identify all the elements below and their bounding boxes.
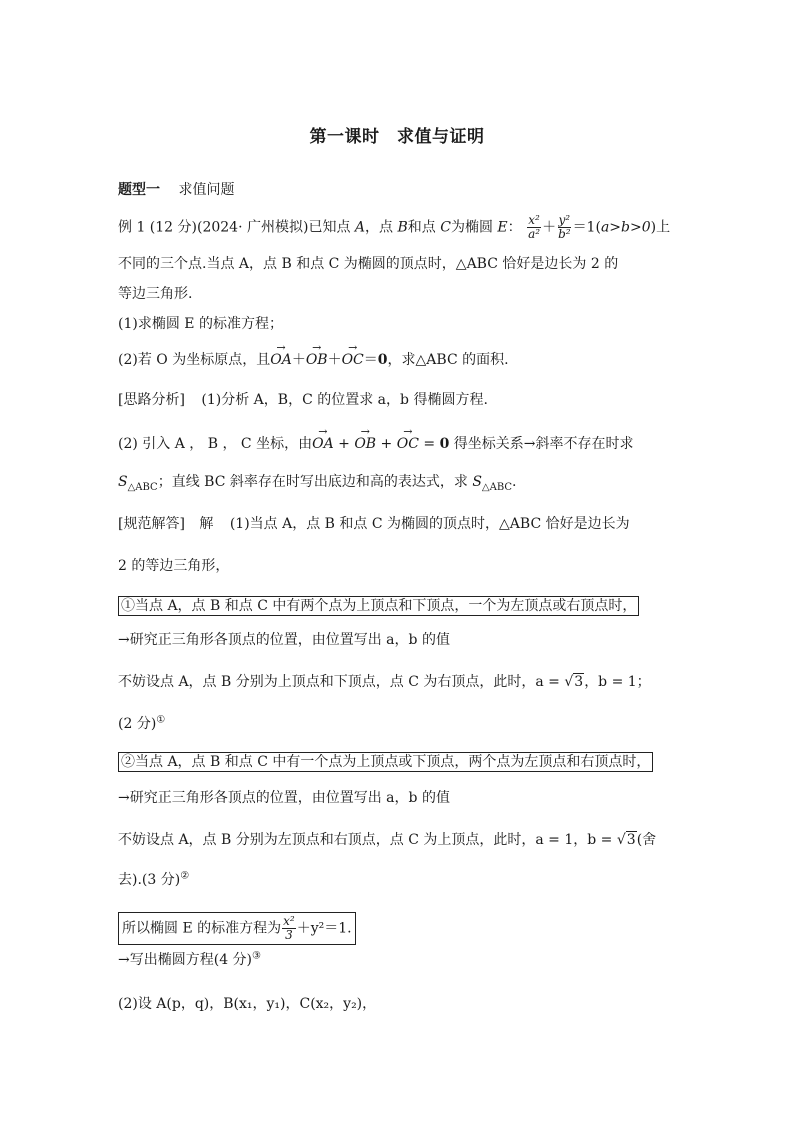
question-1: (1)求椭圆 E 的标准方程； [118, 316, 283, 332]
example-text: 为椭圆 [450, 219, 493, 236]
example-line-3: 等边三角形. [118, 286, 193, 302]
case-1-score [118, 714, 165, 734]
ellipse-e: E [497, 219, 508, 236]
sqrt-3: √3 [564, 674, 584, 690]
analysis-line-1 [118, 390, 488, 410]
equation-box [118, 912, 356, 945]
vector-oc: → OC [397, 434, 419, 454]
area-symbol: S [472, 474, 482, 490]
case-2-note: →研究正三角形各顶点的位置，由位置写出 a，b 的值 [118, 790, 450, 806]
case-1-box [118, 596, 639, 616]
equation-text: 所以椭圆 E 的标准方程为 [122, 920, 282, 937]
case-2-text: ②当点 A，点 B 和点 C 中有一个点为上顶点或下顶点，两个点为左顶点和右顶点时， [118, 752, 653, 772]
area-subscript: △ABC [127, 481, 158, 493]
section-heading [118, 180, 234, 200]
example-text: ： [507, 219, 522, 236]
section-label: 题型一 [118, 182, 160, 198]
case-2-line [118, 830, 656, 850]
q2-text: ，求△ABC 的面积. [387, 352, 509, 368]
analysis-tag: [思路分析] [118, 392, 185, 408]
equation-note [118, 950, 261, 970]
example-text: 和点 [407, 219, 436, 236]
score: 去).(3 分) [118, 872, 181, 888]
sqrt-3: √3 [616, 832, 636, 848]
plus-sign: ＋ [327, 352, 342, 368]
zero-vector: 0 [439, 436, 450, 452]
condition: a>b>0 [600, 219, 651, 236]
solution-line-1 [118, 514, 630, 534]
equals-sign: ＝ [363, 352, 378, 368]
point-c: C [440, 219, 451, 236]
question-2 [118, 350, 509, 370]
plus-sign: ＋ [291, 352, 306, 368]
example-line-2: 不同的三个点.当点 A，点 B 和点 C 为椭圆的顶点时，△ABC 恰好是边长为 2 的 [118, 256, 619, 272]
footnote-mark: ① [156, 714, 166, 726]
equation-note-text: →写出椭圆方程(4 分) [118, 952, 253, 968]
example-text: )上 [650, 219, 671, 236]
equation-text: ＋y²＝1. [296, 920, 352, 937]
analysis-line-3 [118, 472, 516, 492]
solution-line-2: 2 的等边三角形， [118, 558, 230, 574]
equation-box-frame [118, 912, 356, 945]
example-line-1 [118, 214, 670, 241]
area-subscript: △ABC [481, 481, 513, 493]
solution-text: (1)当点 A，点 B 和点 C 为椭圆的顶点时，△ABC 恰好是边长为 [229, 516, 630, 532]
plus-sign: + [376, 436, 397, 452]
analysis-text: (1)分析 A，B，C 的位置求 a，b 得椭圆方程. [201, 392, 488, 408]
case-2-score [118, 870, 189, 890]
case-1-text: ，b = 1； [584, 674, 651, 690]
example-text: ，点 [365, 219, 394, 236]
part-2-line: (2)设 A(p，q)，B(x₁，y₁)，C(x₂，y₂)， [118, 996, 377, 1012]
analysis-line-2 [118, 434, 634, 454]
fraction-y: $\frac{\text{y²}}{\text{b²}}$ [558, 213, 571, 241]
footnote-mark: ③ [252, 950, 261, 962]
vector-oa: → OA [312, 434, 334, 454]
vector-ob: → OB [354, 434, 376, 454]
fraction-x2-3: $\frac{\text{x²}}{3}$ [283, 914, 295, 942]
plus-sign: ＋ [542, 219, 557, 236]
q2-text: (2)若 O 为坐标原点，且 [118, 352, 271, 368]
analysis-text: 得坐标关系→斜率不存在时求 [449, 436, 634, 452]
point-b: B [397, 219, 408, 236]
equals-sign: = [418, 436, 440, 452]
case-1-line [118, 672, 651, 692]
case-2-text: 不妨设点 A，点 B 分别为左顶点和右顶点，点 C 为上顶点，此时，a = 1，b = [118, 832, 613, 848]
vector-oc: → OC [342, 350, 364, 370]
analysis-text: ；直线 BC 斜率存在时写出底边和高的表达式，求 [157, 474, 473, 490]
vector-ob: → OB [306, 350, 328, 370]
case-1-text: ①当点 A，点 B 和点 C 中有两个点为上顶点和下顶点，一个为左顶点或右顶点时， [118, 596, 639, 616]
plus-sign: + [333, 436, 355, 452]
case-2-text: (舍 [636, 832, 657, 848]
case-1-text: 不妨设点 A，点 B 分别为上顶点和下顶点，点 C 为右顶点，此时，a = [118, 674, 560, 690]
example-prefix: 例 1 (12 分)(2024· 广州模拟)已知点 [118, 219, 351, 236]
section-name: 求值问题 [178, 182, 235, 198]
case-1-note: →研究正三角形各顶点的位置，由位置写出 a，b 的值 [118, 632, 450, 648]
analysis-text: . [512, 474, 517, 490]
page-title: 第一课时 求值与证明 [309, 127, 485, 147]
analysis-text: (2) 引入 A ， B ， C 坐标，由 [118, 436, 313, 452]
zero-vector: 0 [377, 352, 388, 368]
example-text: ＝1( [572, 219, 601, 236]
area-symbol: S [118, 474, 128, 490]
fraction-x: $\frac{\text{x²}}{\text{a²}}$ [528, 213, 541, 241]
footnote-mark: ② [180, 870, 190, 882]
point-a: A [354, 219, 366, 236]
solution-jie: 解 [199, 516, 214, 532]
solution-tag: [规范解答] [118, 516, 185, 532]
score: (2 分) [118, 716, 157, 732]
vector-oa: → OA [270, 350, 292, 370]
case-2-box [118, 752, 653, 772]
